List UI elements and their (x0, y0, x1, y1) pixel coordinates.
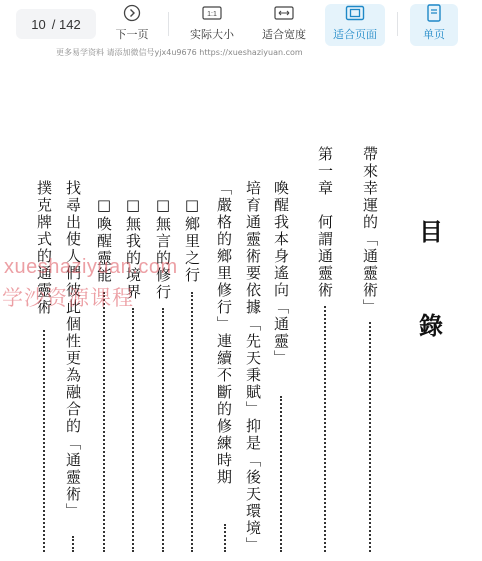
toc-title-bottom: 錄 (419, 311, 443, 340)
toc-leader-1 (369, 322, 373, 552)
toc-entry-9: □喚醒靈能 (95, 196, 113, 284)
toc-leader-5 (224, 524, 228, 552)
fit-width-button[interactable] (254, 4, 314, 46)
toc-leader-11 (43, 330, 47, 552)
single-page-icon (423, 4, 445, 22)
toc-entry-5: 「嚴格的鄉里修行」連續不斷的修練時期 (215, 180, 233, 486)
fit-width-icon (273, 4, 295, 22)
next-page-button[interactable] (108, 4, 156, 46)
toc-entry-4: 培育通靈術要依據「先天秉賦」抑是「後天環境」 (244, 180, 262, 554)
fit-page-button[interactable] (325, 4, 385, 46)
watermark-text: 学沙资源课程 (2, 286, 134, 310)
next-page-label: 下一页 (115, 28, 149, 41)
toc-leader-7 (162, 308, 166, 552)
toc-entry-1: 帶來幸運的「通靈術」 (361, 146, 379, 316)
scan-header-text: 更多易学资料 请添加微信号yjx4u9676 https://xueshaziyuan.com (56, 48, 303, 57)
toc-leader-3 (280, 396, 284, 552)
toc-entry-6: □鄉里之行 (183, 196, 201, 284)
toc-entry-7: □無言的修行 (154, 196, 172, 301)
actual-size-button[interactable] (182, 4, 242, 46)
watermark-url: xueshaziyuan.com (4, 256, 178, 278)
toc-entry-10: 找尋出使人們彼此個性更為融合的「通靈術」 (64, 180, 82, 520)
toc-entry-2: 第一章 何謂通靈術 (316, 146, 334, 299)
toc-entry-8: □無我的境界 (124, 196, 142, 301)
toc-title-top: 目 (419, 217, 443, 246)
toc-leader-6 (191, 292, 195, 552)
fit-page-label: 适合页面 (333, 28, 377, 41)
fit-page-icon (344, 4, 366, 22)
toc-entry-3: 喚醒我本身遙向「通靈」 (272, 180, 290, 367)
toc-leader-8 (132, 308, 136, 552)
toc-leader-2 (324, 306, 328, 552)
toc-leader-9 (103, 292, 107, 552)
actual-size-icon (201, 4, 223, 22)
actual-size-label: 实际大小 (190, 28, 234, 41)
toc-leader-10 (72, 536, 76, 552)
toolbar-divider-2 (397, 12, 398, 36)
fit-width-label: 适合宽度 (262, 28, 306, 41)
viewer-toolbar (0, 0, 482, 50)
page-total: / 142 (51, 16, 81, 32)
page-current[interactable]: 10 (31, 16, 46, 32)
page-counter[interactable] (16, 9, 96, 39)
single-page-button[interactable] (410, 4, 458, 46)
toolbar-divider (168, 12, 169, 36)
chevron-right-circle-icon (121, 4, 143, 22)
toc-entry-11: 撲克牌式的通靈術 (35, 180, 53, 316)
single-page-label: 单页 (423, 28, 445, 41)
svg-text:1:1: 1:1 (207, 11, 217, 18)
